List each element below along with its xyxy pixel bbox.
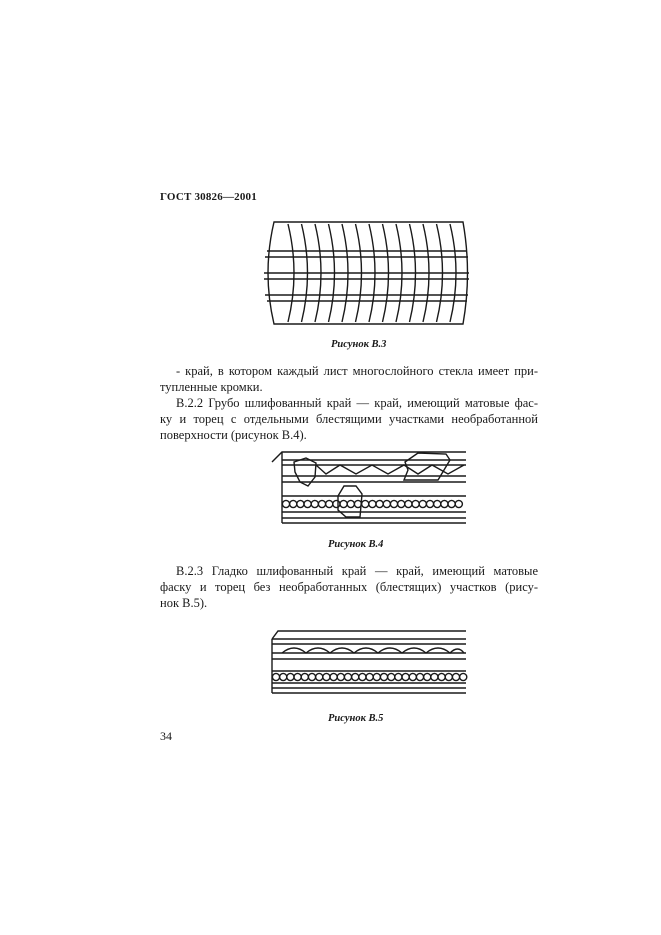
interlayer-bead [445, 673, 452, 680]
interlayer-bead [323, 673, 330, 680]
interlayer-bead [308, 673, 315, 680]
interlayer-bead [344, 673, 351, 680]
interlayer-bead [337, 673, 344, 680]
figure-b4-interlayer-beads [282, 500, 462, 507]
interlayer-bead [383, 500, 390, 507]
interlayer-bead [316, 673, 323, 680]
paragraph-line: - край, в котором каждый лист многослойного стекла имеет при- [176, 364, 538, 378]
interlayer-bead [438, 673, 445, 680]
interlayer-bead [388, 673, 395, 680]
interlayer-bead [272, 673, 279, 680]
interlayer-bead [424, 673, 431, 680]
paragraph-line: нок В.5). [160, 596, 208, 610]
document-header: ГОСТ 30826—2001 [160, 191, 257, 203]
interlayer-bead [395, 673, 402, 680]
interlayer-bead [431, 673, 438, 680]
interlayer-bead [290, 500, 297, 507]
interlayer-bead [287, 673, 294, 680]
interlayer-bead [416, 673, 423, 680]
interlayer-bead [452, 673, 459, 680]
interlayer-bead [301, 673, 308, 680]
interlayer-bead [455, 500, 462, 507]
interlayer-bead [376, 500, 383, 507]
interlayer-bead [282, 500, 289, 507]
paragraph-line: поверхности (рисунок В.4). [160, 428, 307, 442]
figure-b3-outline [264, 222, 469, 324]
interlayer-bead [352, 673, 359, 680]
figure-b4-outline [272, 452, 466, 523]
interlayer-bead [409, 673, 416, 680]
paragraph-line: тупленные кромки. [160, 380, 263, 394]
interlayer-bead [318, 500, 325, 507]
interlayer-bead [402, 673, 409, 680]
interlayer-bead [434, 500, 441, 507]
figure-b4-caption: Рисунок В.4 [328, 539, 384, 550]
paragraph-line: ку и торец с отдельными блестящими участками необработанной [160, 412, 538, 426]
figure-b5-chamfer-waves [282, 648, 464, 653]
paragraph-line: В.2.2 Грубо шлифованный край — край, имеющий матовые фас- [176, 396, 538, 410]
interlayer-bead [398, 500, 405, 507]
figure-b5-outline [272, 631, 466, 693]
interlayer-bead [390, 500, 397, 507]
figure-b5-interlayer-beads [272, 673, 466, 680]
interlayer-bead [448, 500, 455, 507]
interlayer-bead [311, 500, 318, 507]
figure-b3-drawing [258, 216, 474, 330]
interlayer-bead [460, 673, 467, 680]
interlayer-bead [280, 673, 287, 680]
interlayer-bead [294, 673, 301, 680]
interlayer-bead [359, 673, 366, 680]
interlayer-bead [333, 500, 340, 507]
interlayer-bead [441, 500, 448, 507]
interlayer-bead [297, 500, 304, 507]
paragraph-line: В.2.3 Гладко шлифованный край — край, имеющий матовые [176, 564, 538, 578]
paragraph-2 [160, 395, 538, 443]
interlayer-bead [419, 500, 426, 507]
figure-b4-drawing [268, 446, 468, 526]
interlayer-bead [366, 673, 373, 680]
interlayer-bead [304, 500, 311, 507]
interlayer-bead [362, 500, 369, 507]
figure-b3-caption: Рисунок В.3 [331, 339, 387, 350]
interlayer-bead [412, 500, 419, 507]
interlayer-bead [369, 500, 376, 507]
interlayer-bead [340, 500, 347, 507]
page-number: 34 [160, 729, 172, 743]
paragraph-3 [160, 563, 538, 611]
interlayer-bead [347, 500, 354, 507]
paragraph-1 [160, 363, 538, 395]
interlayer-bead [373, 673, 380, 680]
interlayer-bead [326, 500, 333, 507]
paragraph-line: фаску и торец без необработанных (блестящих) участков (рису- [160, 580, 538, 594]
interlayer-bead [380, 673, 387, 680]
figure-b5-caption: Рисунок В.5 [328, 713, 384, 724]
figure-b5-drawing [268, 625, 468, 697]
interlayer-bead [405, 500, 412, 507]
interlayer-bead [330, 673, 337, 680]
interlayer-bead [426, 500, 433, 507]
